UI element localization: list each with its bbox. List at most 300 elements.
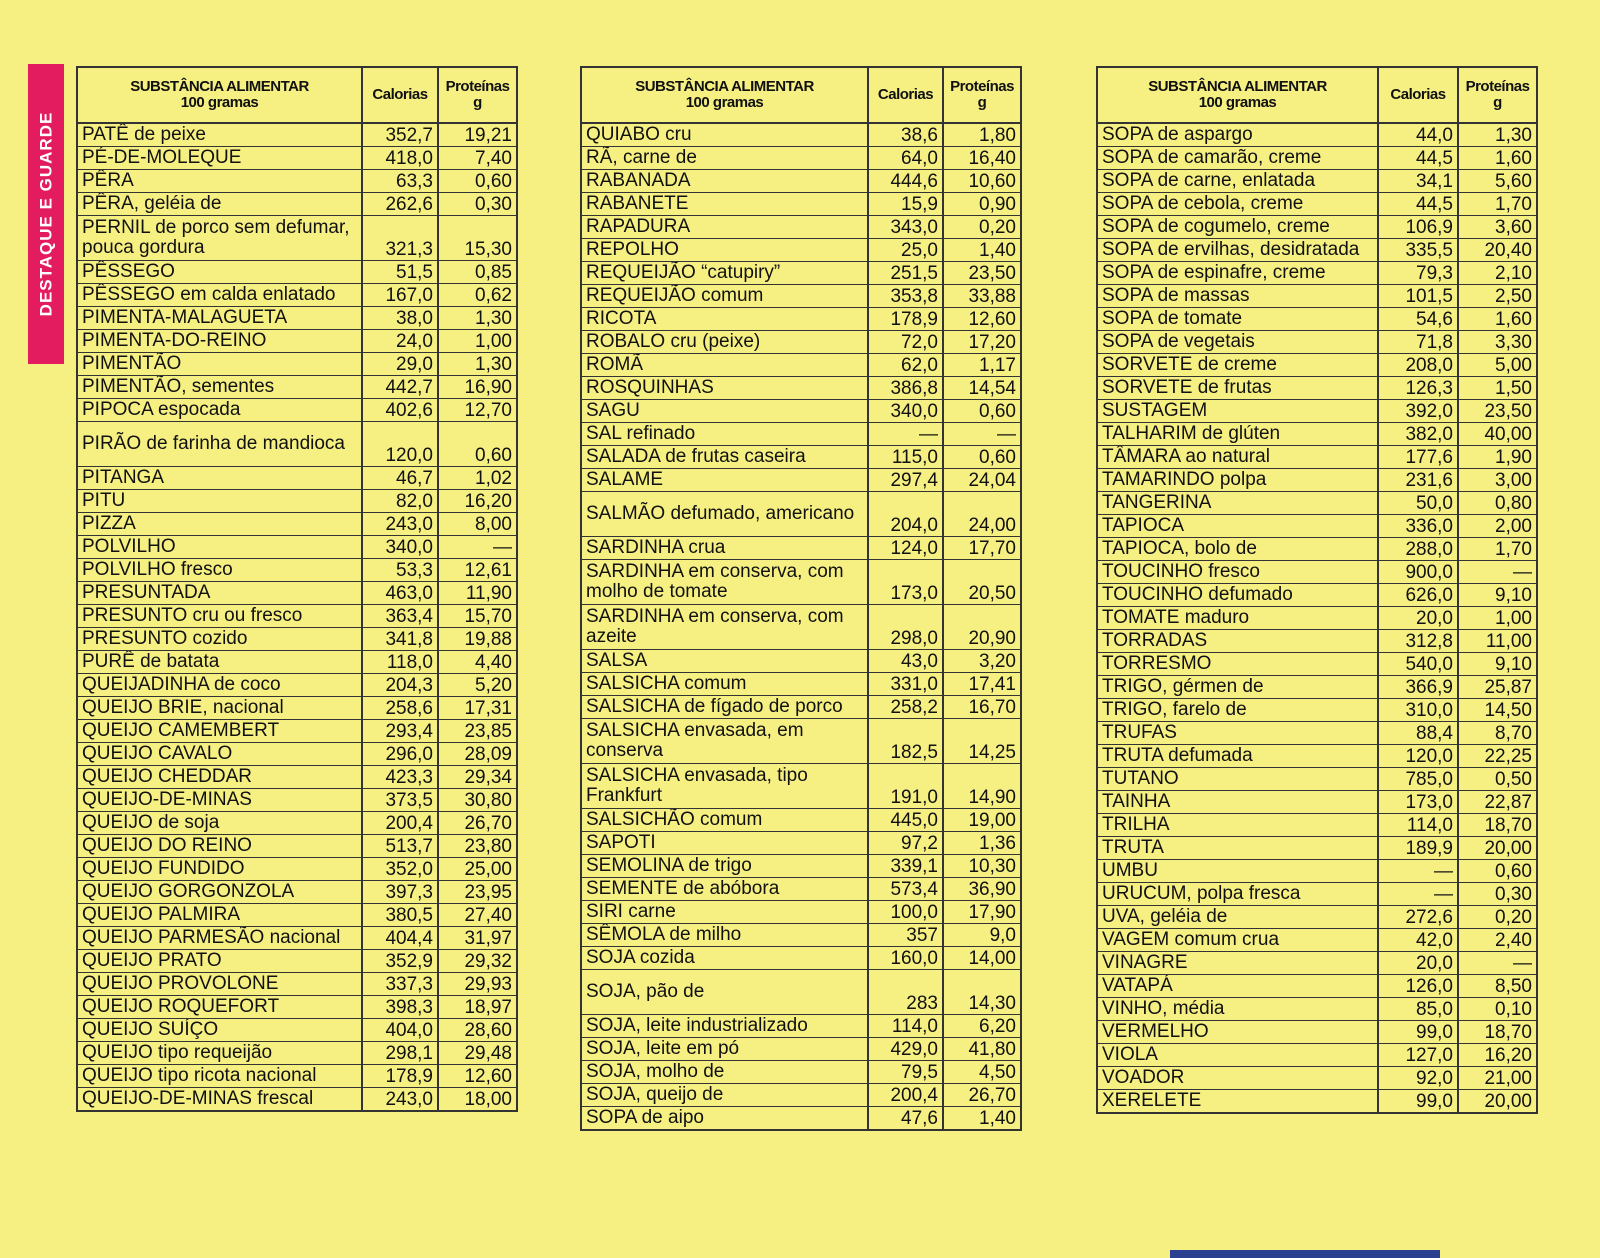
table-row xyxy=(1097,1067,1537,1090)
table-row xyxy=(1097,791,1537,814)
protein-value: 11,90 xyxy=(438,582,517,605)
protein-value: 5,00 xyxy=(1458,354,1537,377)
calories-value: 785,0 xyxy=(1378,768,1458,791)
table-row xyxy=(77,582,517,605)
protein-value: 23,95 xyxy=(438,881,517,904)
table-row xyxy=(581,1015,1021,1038)
protein-value: 20,40 xyxy=(1458,239,1537,262)
table-row xyxy=(581,331,1021,354)
food-name: TORRESMO xyxy=(1097,653,1378,676)
protein-value: 10,30 xyxy=(943,855,1021,878)
protein-value: 9,10 xyxy=(1458,584,1537,607)
protein-value: 14,30 xyxy=(943,970,1021,1015)
food-name: SAGU xyxy=(581,400,868,423)
protein-value: 30,80 xyxy=(438,789,517,812)
calories-value: 397,3 xyxy=(362,881,438,904)
calories-value: 64,0 xyxy=(868,147,943,170)
calories-value: 178,9 xyxy=(868,308,943,331)
protein-value: 16,20 xyxy=(1458,1044,1537,1067)
protein-value: 0,60 xyxy=(438,422,517,467)
table-row xyxy=(77,858,517,881)
food-name: QUEIJO tipo requeijão xyxy=(77,1042,362,1065)
header-protein xyxy=(1458,67,1537,123)
food-name: SARDINHA em conserva, com azeite xyxy=(581,605,868,650)
food-name: QUEIJO-DE-MINAS xyxy=(77,789,362,812)
protein-value: 0,10 xyxy=(1458,998,1537,1021)
calories-value: 82,0 xyxy=(362,490,438,513)
table-row xyxy=(77,399,517,422)
table-row xyxy=(581,1038,1021,1061)
food-name: TRUFAS xyxy=(1097,722,1378,745)
table-row xyxy=(1097,147,1537,170)
table-row xyxy=(1097,561,1537,584)
table-row xyxy=(77,881,517,904)
food-name: VINHO, média xyxy=(1097,998,1378,1021)
protein-value: 0,20 xyxy=(1458,906,1537,929)
table-row xyxy=(1097,952,1537,975)
calories-value: 251,5 xyxy=(868,262,943,285)
calories-value: 298,0 xyxy=(868,605,943,650)
table-row xyxy=(77,743,517,766)
table-row xyxy=(1097,400,1537,423)
calories-value: 127,0 xyxy=(1378,1044,1458,1067)
food-name: PIMENTA-MALAGUETA xyxy=(77,307,362,330)
table-row xyxy=(77,147,517,170)
calories-value: 53,3 xyxy=(362,559,438,582)
calories-value: 88,4 xyxy=(1378,722,1458,745)
protein-value: 1,00 xyxy=(438,330,517,353)
calories-value: 72,0 xyxy=(868,331,943,354)
food-name: PÊRA xyxy=(77,170,362,193)
food-name: TAINHA xyxy=(1097,791,1378,814)
calories-value: 50,0 xyxy=(1378,492,1458,515)
calories-value: 46,7 xyxy=(362,467,438,490)
table-row xyxy=(77,422,517,467)
table-row xyxy=(1097,285,1537,308)
food-name: PATÊ de peixe xyxy=(77,123,362,147)
protein-value: 0,90 xyxy=(943,193,1021,216)
food-name: TÂMARA ao natural xyxy=(1097,446,1378,469)
calories-value: 38,0 xyxy=(362,307,438,330)
protein-value: 5,60 xyxy=(1458,170,1537,193)
food-name: REQUEIJÃO comum xyxy=(581,285,868,308)
side-tab xyxy=(28,64,64,364)
protein-value: 17,31 xyxy=(438,697,517,720)
food-table-2 xyxy=(580,66,1022,1131)
protein-value: 1,60 xyxy=(1458,308,1537,331)
table-row xyxy=(1097,676,1537,699)
protein-value: 24,00 xyxy=(943,492,1021,537)
calories-value: 258,2 xyxy=(868,696,943,719)
food-name: QUEIJO SUÍÇO xyxy=(77,1019,362,1042)
protein-value: 27,40 xyxy=(438,904,517,927)
food-name: PÊSSEGO em calda enlatado xyxy=(77,284,362,307)
table-row xyxy=(1097,239,1537,262)
protein-value: 1,70 xyxy=(1458,193,1537,216)
table-row xyxy=(581,719,1021,764)
calories-value: 463,0 xyxy=(362,582,438,605)
table-row xyxy=(581,537,1021,560)
table-row xyxy=(581,970,1021,1015)
protein-value: 23,85 xyxy=(438,720,517,743)
protein-value: 1,40 xyxy=(943,239,1021,262)
table-row xyxy=(1097,262,1537,285)
calories-value: 62,0 xyxy=(868,354,943,377)
calories-value: 373,5 xyxy=(362,789,438,812)
table-row xyxy=(77,513,517,536)
table-row xyxy=(581,696,1021,719)
calories-value: 258,6 xyxy=(362,697,438,720)
food-name: TAPIOCA, bolo de xyxy=(1097,538,1378,561)
calories-value: 352,9 xyxy=(362,950,438,973)
protein-value: 11,00 xyxy=(1458,630,1537,653)
protein-value: 0,20 xyxy=(943,216,1021,239)
header-per-label: 100 gramas xyxy=(180,94,259,111)
table-row xyxy=(77,812,517,835)
food-name: PERNIL de porco sem defumar, pouca gordura xyxy=(77,216,362,261)
table-row xyxy=(581,764,1021,809)
food-name: TALHARIM de glúten xyxy=(1097,423,1378,446)
calories-value: 626,0 xyxy=(1378,584,1458,607)
food-name: POLVILHO xyxy=(77,536,362,559)
food-name: SOPA de ervilhas, desidratada xyxy=(1097,239,1378,262)
food-name: SOJA cozida xyxy=(581,947,868,970)
calories-value: 29,0 xyxy=(362,353,438,376)
food-name: SUSTAGEM xyxy=(1097,400,1378,423)
protein-value: 8,50 xyxy=(1458,975,1537,998)
table-row xyxy=(581,1107,1021,1131)
calories-value: 337,3 xyxy=(362,973,438,996)
protein-value: 14,25 xyxy=(943,719,1021,764)
calories-value: 173,0 xyxy=(1378,791,1458,814)
table-row xyxy=(1097,354,1537,377)
calories-value: 44,0 xyxy=(1378,123,1458,147)
header-protein-label: Proteínas xyxy=(445,78,510,95)
protein-value: 19,00 xyxy=(943,809,1021,832)
table-row xyxy=(1097,883,1537,906)
table-row xyxy=(581,809,1021,832)
protein-value: 28,60 xyxy=(438,1019,517,1042)
food-name: UMBU xyxy=(1097,860,1378,883)
food-name: SALAME xyxy=(581,469,868,492)
protein-value: 16,20 xyxy=(438,490,517,513)
table-row xyxy=(77,330,517,353)
food-name: VINAGRE xyxy=(1097,952,1378,975)
food-name: QUEIJO de soja xyxy=(77,812,362,835)
protein-value: 14,90 xyxy=(943,764,1021,809)
calories-value: — xyxy=(868,423,943,446)
protein-value: 22,25 xyxy=(1458,745,1537,768)
calories-value: 283 xyxy=(868,970,943,1015)
calories-value: 97,2 xyxy=(868,832,943,855)
food-name: SOJA, leite industrializado xyxy=(581,1015,868,1038)
calories-value: 429,0 xyxy=(868,1038,943,1061)
calories-value: 191,0 xyxy=(868,764,943,809)
food-name: SOPA de tomate xyxy=(1097,308,1378,331)
calories-value: 126,3 xyxy=(1378,377,1458,400)
food-name: QUIABO cru xyxy=(581,123,868,147)
food-name: SOJA, queijo de xyxy=(581,1084,868,1107)
protein-value: — xyxy=(1458,561,1537,584)
protein-value: 12,61 xyxy=(438,559,517,582)
table-row xyxy=(1097,308,1537,331)
table-row xyxy=(581,1061,1021,1084)
protein-value: 2,00 xyxy=(1458,515,1537,538)
table-row xyxy=(77,284,517,307)
food-name: QUEIJO PALMIRA xyxy=(77,904,362,927)
food-name: SOPA de vegetais xyxy=(1097,331,1378,354)
food-name: RABANETE xyxy=(581,193,868,216)
table-row xyxy=(1097,331,1537,354)
table-row xyxy=(1097,630,1537,653)
table-row xyxy=(581,123,1021,147)
protein-value: 19,21 xyxy=(438,123,517,147)
food-name: TORRADAS xyxy=(1097,630,1378,653)
food-name: POLVILHO fresco xyxy=(77,559,362,582)
protein-value: 8,00 xyxy=(438,513,517,536)
food-name: TRIGO, gérmen de xyxy=(1097,676,1378,699)
table-row xyxy=(77,467,517,490)
calories-value: 120,0 xyxy=(1378,745,1458,768)
calories-value: 404,0 xyxy=(362,1019,438,1042)
table-row xyxy=(77,697,517,720)
calories-value: 34,1 xyxy=(1378,170,1458,193)
food-name: TAPIOCA xyxy=(1097,515,1378,538)
header-calories: Calorias xyxy=(362,67,438,123)
calories-value: 444,6 xyxy=(868,170,943,193)
calories-value: 124,0 xyxy=(868,537,943,560)
table-row xyxy=(581,147,1021,170)
header-protein-unit: g xyxy=(473,94,482,111)
protein-value: 26,70 xyxy=(943,1084,1021,1107)
protein-value: 16,70 xyxy=(943,696,1021,719)
header-substance-label: SUBSTÂNCIA ALIMENTAR xyxy=(130,78,309,95)
protein-value: 40,00 xyxy=(1458,423,1537,446)
food-name: SÊMOLA de milho xyxy=(581,924,868,947)
calories-value: 445,0 xyxy=(868,809,943,832)
calories-value: 398,3 xyxy=(362,996,438,1019)
protein-value: 31,97 xyxy=(438,927,517,950)
side-tab-label: DESTAQUE E GUARDE xyxy=(36,111,55,317)
food-name: SARDINHA crua xyxy=(581,537,868,560)
food-name: SALSICHÃO comum xyxy=(581,809,868,832)
table-row xyxy=(77,674,517,697)
calories-value: 296,0 xyxy=(362,743,438,766)
table-row xyxy=(77,927,517,950)
food-name: XERELETE xyxy=(1097,1090,1378,1114)
table-row xyxy=(581,901,1021,924)
food-name: SAPOTI xyxy=(581,832,868,855)
calories-value: 312,8 xyxy=(1378,630,1458,653)
calories-value: 243,0 xyxy=(362,513,438,536)
protein-value: 17,70 xyxy=(943,537,1021,560)
table-row xyxy=(77,996,517,1019)
table-row xyxy=(77,1088,517,1112)
food-name: TANGERINA xyxy=(1097,492,1378,515)
table-row xyxy=(1097,216,1537,239)
header-per-label: 100 gramas xyxy=(1198,94,1277,111)
food-name: VERMELHO xyxy=(1097,1021,1378,1044)
food-name: URUCUM, polpa fresca xyxy=(1097,883,1378,906)
food-name: QUEIJO CAVALO xyxy=(77,743,362,766)
table-row xyxy=(1097,515,1537,538)
calories-value: 297,4 xyxy=(868,469,943,492)
calories-value: 177,6 xyxy=(1378,446,1458,469)
table-row xyxy=(581,469,1021,492)
calories-value: 339,1 xyxy=(868,855,943,878)
food-name: SALSICHA comum xyxy=(581,673,868,696)
calories-value: 200,4 xyxy=(362,812,438,835)
table-row xyxy=(77,1019,517,1042)
table-row xyxy=(77,835,517,858)
calories-value: 200,4 xyxy=(868,1084,943,1107)
protein-value: 3,20 xyxy=(943,650,1021,673)
header-protein-label: Proteínas xyxy=(1465,78,1530,95)
food-name: RÃ, carne de xyxy=(581,147,868,170)
table-row xyxy=(581,285,1021,308)
protein-value: 20,50 xyxy=(943,560,1021,605)
protein-value: 22,87 xyxy=(1458,791,1537,814)
food-name: TOUCINHO fresco xyxy=(1097,561,1378,584)
protein-value: 15,70 xyxy=(438,605,517,628)
calories-value: 392,0 xyxy=(1378,400,1458,423)
protein-value: 16,90 xyxy=(438,376,517,399)
table-row xyxy=(77,904,517,927)
food-name: TUTANO xyxy=(1097,768,1378,791)
protein-value: 25,87 xyxy=(1458,676,1537,699)
calories-value: 380,5 xyxy=(362,904,438,927)
table-row xyxy=(77,720,517,743)
table-row xyxy=(1097,607,1537,630)
protein-value: — xyxy=(1458,952,1537,975)
protein-value: 10,60 xyxy=(943,170,1021,193)
food-name: SOPA de carne, enlatada xyxy=(1097,170,1378,193)
calories-value: 366,9 xyxy=(1378,676,1458,699)
calories-value: 44,5 xyxy=(1378,147,1458,170)
food-table-1 xyxy=(76,66,518,1112)
protein-value: 23,50 xyxy=(1458,400,1537,423)
food-name: PIMENTÃO, sementes xyxy=(77,376,362,399)
protein-value: 18,70 xyxy=(1458,1021,1537,1044)
calories-value: 99,0 xyxy=(1378,1090,1458,1114)
table-row xyxy=(1097,492,1537,515)
food-name: SOJA, molho de xyxy=(581,1061,868,1084)
protein-value: 8,70 xyxy=(1458,722,1537,745)
protein-value: 0,60 xyxy=(943,446,1021,469)
protein-value: 17,20 xyxy=(943,331,1021,354)
protein-value: 29,34 xyxy=(438,766,517,789)
protein-value: 26,70 xyxy=(438,812,517,835)
table-row xyxy=(77,353,517,376)
protein-value: 3,60 xyxy=(1458,216,1537,239)
calories-value: 54,6 xyxy=(1378,308,1458,331)
calories-value: 231,6 xyxy=(1378,469,1458,492)
calories-value: 340,0 xyxy=(362,536,438,559)
calories-value: 573,4 xyxy=(868,878,943,901)
protein-value: 23,80 xyxy=(438,835,517,858)
protein-value: 9,0 xyxy=(943,924,1021,947)
protein-value: 15,30 xyxy=(438,216,517,261)
protein-value: — xyxy=(943,423,1021,446)
table-row xyxy=(1097,722,1537,745)
calories-value: 204,3 xyxy=(362,674,438,697)
food-name: SOJA, leite em pó xyxy=(581,1038,868,1061)
protein-value: 3,30 xyxy=(1458,331,1537,354)
protein-value: 12,60 xyxy=(438,1065,517,1088)
calories-value: 353,8 xyxy=(868,285,943,308)
food-name: QUEIJO BRIE, nacional xyxy=(77,697,362,720)
calories-value: 331,0 xyxy=(868,673,943,696)
calories-value: 293,4 xyxy=(362,720,438,743)
table-row xyxy=(77,307,517,330)
table-row xyxy=(581,216,1021,239)
calories-value: 42,0 xyxy=(1378,929,1458,952)
calories-value: 20,0 xyxy=(1378,952,1458,975)
protein-value: 6,20 xyxy=(943,1015,1021,1038)
calories-value: 343,0 xyxy=(868,216,943,239)
protein-value: 17,90 xyxy=(943,901,1021,924)
food-name: QUEIJO PROVOLONE xyxy=(77,973,362,996)
table-row xyxy=(581,377,1021,400)
protein-value: 33,88 xyxy=(943,285,1021,308)
protein-value: 1,70 xyxy=(1458,538,1537,561)
calories-value: 336,0 xyxy=(1378,515,1458,538)
food-name: QUEIJO FUNDIDO xyxy=(77,858,362,881)
table-row xyxy=(1097,906,1537,929)
calories-value: 20,0 xyxy=(1378,607,1458,630)
food-name: TOUCINHO defumado xyxy=(1097,584,1378,607)
calories-value: 118,0 xyxy=(362,651,438,674)
header-per-label: 100 gramas xyxy=(685,94,764,111)
protein-value: 1,17 xyxy=(943,354,1021,377)
food-name: SALSICHA envasada, tipo Frankfurt xyxy=(581,764,868,809)
calories-value: 288,0 xyxy=(1378,538,1458,561)
calories-value: 99,0 xyxy=(1378,1021,1458,1044)
header-substance-label: SUBSTÂNCIA ALIMENTAR xyxy=(635,78,814,95)
calories-value: 106,9 xyxy=(1378,216,1458,239)
table-row xyxy=(77,123,517,147)
protein-value: 0,60 xyxy=(943,400,1021,423)
food-name: SARDINHA em conserva, com molho de tomate xyxy=(581,560,868,605)
protein-value: — xyxy=(438,536,517,559)
calories-value: 382,0 xyxy=(1378,423,1458,446)
food-name: SEMENTE de abóbora xyxy=(581,878,868,901)
protein-value: 25,00 xyxy=(438,858,517,881)
calories-value: 24,0 xyxy=(362,330,438,353)
food-name: QUEIJO GORGONZOLA xyxy=(77,881,362,904)
calories-value: 126,0 xyxy=(1378,975,1458,998)
calories-value: 513,7 xyxy=(362,835,438,858)
food-name: ROMÃ xyxy=(581,354,868,377)
protein-value: 0,30 xyxy=(438,193,517,216)
table-row xyxy=(1097,538,1537,561)
calories-value: 15,9 xyxy=(868,193,943,216)
calories-value: 92,0 xyxy=(1378,1067,1458,1090)
table-row xyxy=(1097,1021,1537,1044)
calories-value: 178,9 xyxy=(362,1065,438,1088)
food-name: PRESUNTO cru ou fresco xyxy=(77,605,362,628)
calories-value: 357 xyxy=(868,924,943,947)
table-row xyxy=(581,400,1021,423)
protein-value: 18,70 xyxy=(1458,814,1537,837)
header-calories: Calorias xyxy=(868,67,943,123)
calories-value: 115,0 xyxy=(868,446,943,469)
table-row xyxy=(77,950,517,973)
food-name: QUEIJO ROQUEFORT xyxy=(77,996,362,1019)
table-row xyxy=(581,650,1021,673)
calories-value: 85,0 xyxy=(1378,998,1458,1021)
table-header xyxy=(77,67,517,123)
